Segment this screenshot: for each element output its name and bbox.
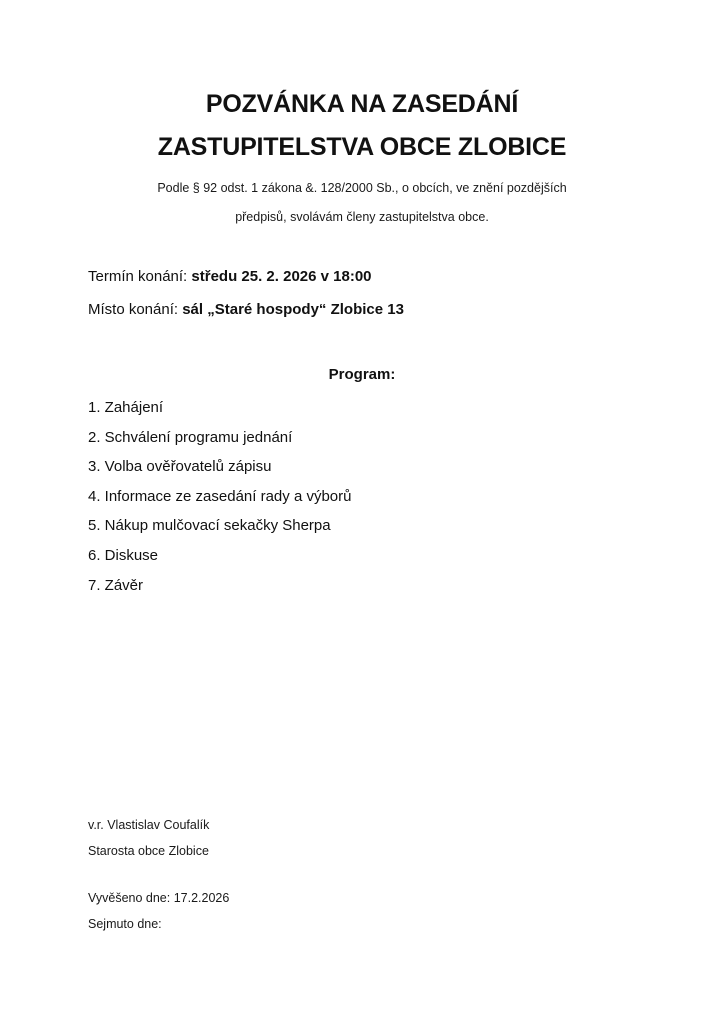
document-title-line-2: ZASTUPITELSTVA OBCE ZLOBICE: [157, 133, 567, 161]
program-heading: Program:: [328, 366, 396, 383]
intro-text-line-2: předpisů, svolávám členy zastupitelstva obce.: [235, 210, 489, 224]
meeting-term-value: středu 25. 2. 2026 v 18:00: [191, 268, 372, 285]
meeting-term: [88, 268, 372, 285]
intro-text-line-1: Podle § 92 odst. 1 zákona &. 128/2000 Sb., o obcích, ve znění pozdějších: [157, 181, 567, 195]
posted-date: Vyvěšeno dne: 17.2.2026: [88, 891, 230, 905]
program-item: 4. Informace ze zasedání rady a výborů: [88, 487, 352, 505]
program-item: 2. Schválení programu jednání: [88, 428, 293, 446]
document-title-line-1: POZVÁNKA NA ZASEDÁNÍ: [205, 90, 519, 118]
program-item: 7. Závěr: [88, 576, 144, 594]
meeting-term-label: Termín konání:: [88, 268, 192, 285]
meeting-place-label: Místo konání:: [88, 301, 183, 318]
program-item: 5. Nákup mulčovací sekačky Sherpa: [88, 517, 331, 535]
program-item: 3. Volba ověřovatelů zápisu: [88, 458, 272, 476]
signature-name: v.r. Vlastislav Coufalík: [88, 818, 210, 832]
removed-date: Sejmuto dne:: [88, 917, 162, 931]
signature-role: Starosta obce Zlobice: [88, 844, 209, 858]
program-item: 6. Diskuse: [88, 546, 159, 564]
program-item: 1. Zahájení: [88, 399, 164, 416]
meeting-place: [88, 301, 404, 318]
program-list: [88, 398, 351, 605]
meeting-place-value: sál „Staré hospody“ Zlobice 13: [182, 301, 404, 318]
